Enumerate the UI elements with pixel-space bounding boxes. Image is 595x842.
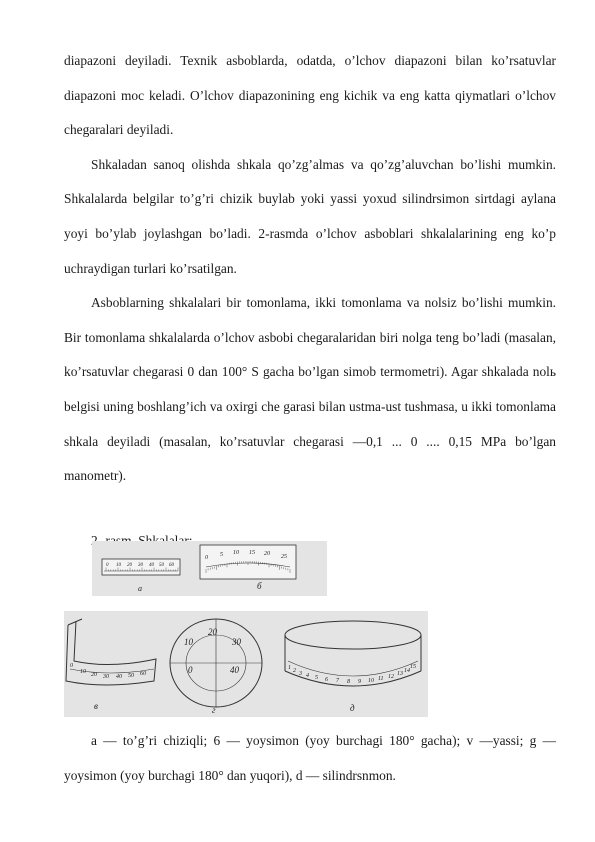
scale-a-label-0: 0	[106, 563, 109, 568]
scale-g-label-4: 40	[230, 665, 239, 675]
scale-d-label-11: 12	[388, 674, 394, 680]
scale-v-label-1: 10	[80, 669, 86, 675]
scale-d-label-0: 1	[288, 665, 291, 671]
scale-a-label-3: 30	[138, 563, 143, 568]
paragraph-2: Shkaladan sanoq olishda shkala qo’zg’almas va qo’zg’aluvchan bo’lishi mumkin. Shkalalarda belgilar to’g’ri chizik buylab yoki yassi yoxud silindrsimon sirtdagi aylana yoyi bo’ylab joylashgan bo’ladi. 2-rasmda o’lchov asboblari shkalalarining eng ko’p uchraydigan turlari ko’rsatilgan.	[64, 156, 556, 276]
scale-b-label-1: 5	[220, 552, 223, 558]
scale-g-label-2: 30	[232, 637, 241, 647]
paragraph-1: diapazoni deyiladi. Texnik asboblarda, odatda, o’lchov diapazoni bilan ko’rsatuvlar diapazoni moc keladi. O’lchov diapazonining eng kichik va eng katta qiymatlari o’lchov chegaralari deyiladi.	[64, 53, 556, 138]
figure-top-row	[92, 541, 327, 596]
scale-a-label-2: 20	[127, 563, 132, 568]
figure-bottom-row	[64, 611, 428, 717]
scale-d-label-9: 10	[368, 678, 374, 684]
scale-v-label-6: 60	[140, 671, 146, 677]
scales-top-image	[92, 541, 327, 596]
scale-g-label-1: 10	[184, 637, 193, 647]
scale-a-label-4: 40	[149, 563, 154, 568]
scales-bottom-image	[64, 611, 428, 717]
scale-d-label-1: 2	[293, 668, 296, 674]
scale-v-letter: в	[94, 701, 98, 711]
scale-d-label-2: 3	[299, 671, 302, 677]
scale-d-label-5: 6	[325, 677, 328, 683]
scale-d-label-7: 8	[347, 679, 350, 685]
scale-d-label-10: 11	[378, 676, 384, 682]
scale-d-label-8: 9	[358, 679, 361, 685]
scale-d-label-6: 7	[336, 678, 339, 684]
scale-d-letter: д	[350, 703, 355, 713]
scale-b-label-2: 10	[233, 550, 239, 556]
scale-b-letter: б	[257, 581, 262, 591]
scale-a-label-1: 10	[116, 563, 121, 568]
scale-g-letter: г	[212, 705, 216, 715]
scale-g-label-0: 20	[208, 627, 217, 637]
scale-d-label-4: 5	[315, 675, 318, 681]
scale-v-label-4: 40	[116, 674, 122, 680]
scale-v-label-3: 30	[103, 674, 109, 680]
scale-v-label-2: 20	[91, 672, 97, 678]
scale-b-label-0: 0	[205, 555, 208, 561]
scale-a-label-5: 50	[159, 563, 164, 568]
figure-caption-block	[64, 724, 556, 793]
scale-b-label-5: 25	[281, 554, 287, 560]
paragraph-3: Asboblarning shkalalari bir tomonlama, ikki tomonlama va nolsiz bo’lishi mumkin. Bir tomonlama shkalalarda o’lchov asbobi chegaralaridan biri nolga teng bo’ladi (masalan, ko’rsatuvlar chegarasi 0 dan 100° S gacha bo’lgan simob termometri). Agar shkalada nolь belgisi uning boshlang’ich va oxirgi che garasi bilan ustma-ust tushmasa, u ikki tomonlama shkala deyiladi (masalan, ko’rsatuvlar chegarasi —0,1 ... 0 .... 0,15 MPa bo’lgan manometr).	[64, 295, 556, 484]
scale-a-letter: a	[138, 584, 142, 593]
scale-d-label-14: 15	[410, 664, 416, 670]
scale-d-label-13: 14	[404, 668, 410, 674]
scale-g-label-3: 0	[188, 665, 193, 675]
scale-b-label-4: 20	[264, 551, 270, 557]
figure-caption: a — to’g’ri chiziqli; 6 — yoysimon (yoy burchagi 180° gacha); v —yassi; g — yoysimon (yoy burchagi 180° dan yuqori), d — silindrsnmon.	[64, 733, 556, 783]
scale-v-label-0: 0	[70, 663, 73, 669]
document-page	[64, 44, 556, 558]
scale-d-label-3: 4	[306, 673, 309, 679]
scale-a-label-6: 60	[169, 563, 174, 568]
scale-b-label-3: 15	[249, 550, 255, 556]
scale-d-label-12: 13	[397, 671, 403, 677]
scale-v-label-5: 50	[128, 673, 134, 679]
